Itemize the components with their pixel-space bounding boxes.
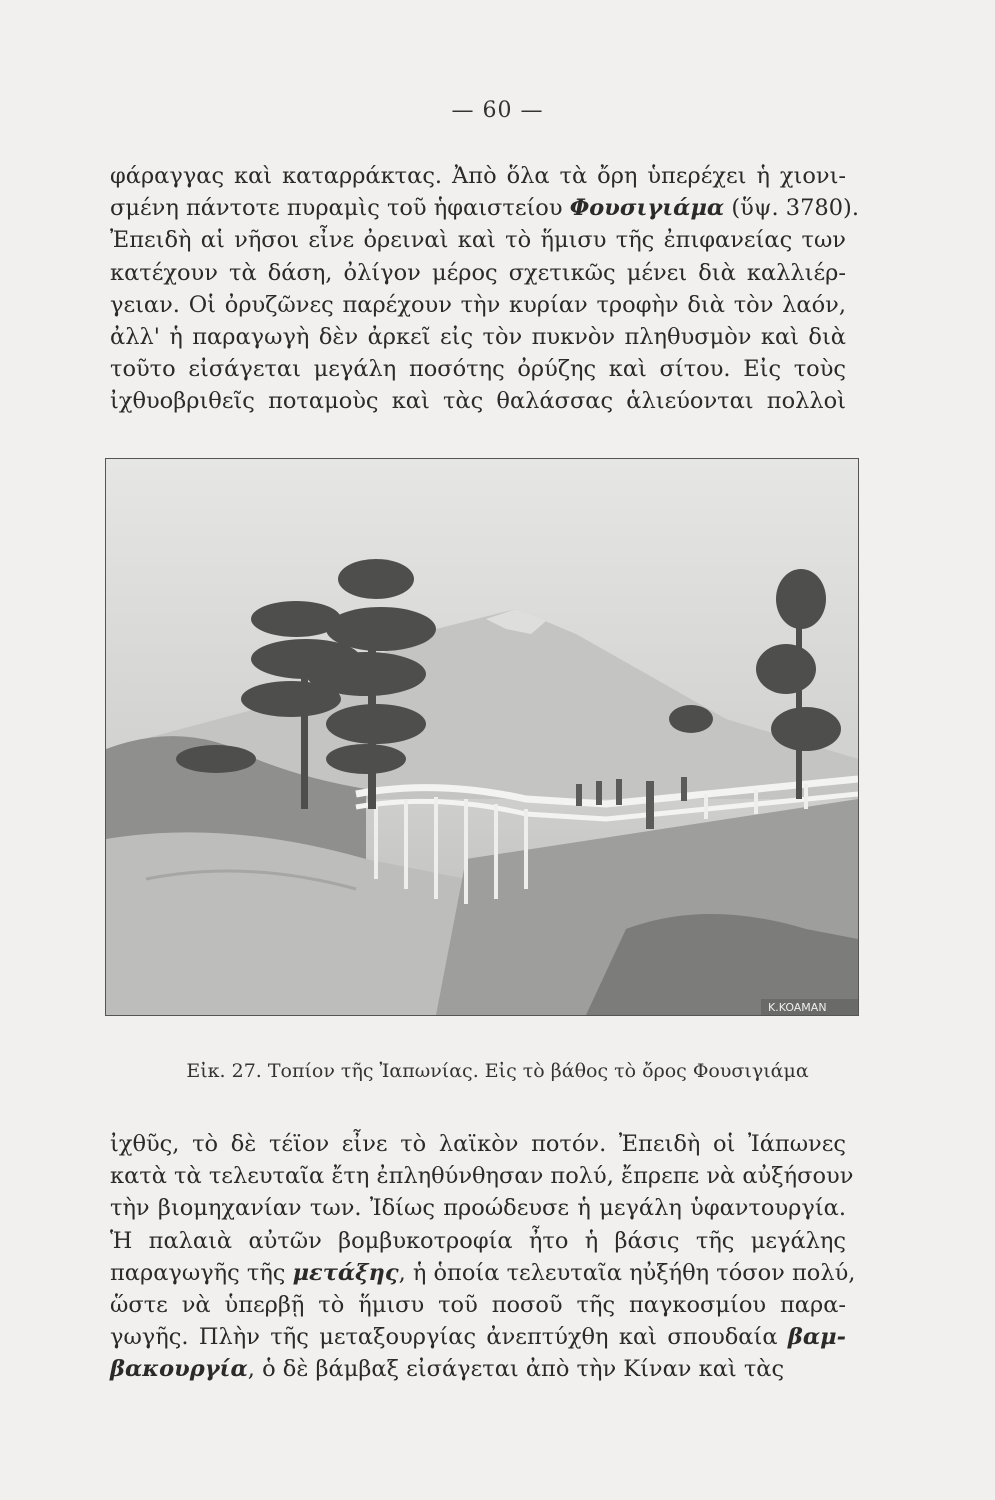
landscape-photo bbox=[105, 458, 859, 1016]
text-line: Ἡ παλαιὰ αὐτῶν βομβυκοτροφία ἦτο ἡ βάσις τῆς μεγάλης bbox=[110, 1227, 846, 1254]
text-line: γειαν. Οἱ ὀρυζῶνες παρέχουν τὴν κυρίαν τροφὴν διὰ τὸν λαόν, bbox=[110, 291, 846, 318]
text-line bbox=[110, 1321, 846, 1353]
text-line: ἰχθυοβριθεῖς ποταμοὺς καὶ τὰς θαλάσσας ἁλιεύονται πολλοὶ bbox=[110, 388, 846, 415]
photo-illustration bbox=[106, 459, 858, 1015]
cotton-term-part2: βακουργία bbox=[110, 1356, 248, 1383]
text-line bbox=[110, 1353, 846, 1385]
text-line: φάραγγας καὶ καταρράκτας. Ἀπὸ ὅλα τὰ ὄρη ὑπερέχει ἡ χιονι- bbox=[110, 163, 846, 189]
paragraph-bottom bbox=[110, 1128, 856, 1386]
text-fragment: παραγωγῆς τῆς bbox=[110, 1259, 286, 1286]
text-line: τοῦτο εἰσάγεται μεγάλη ποσότης ὀρύζης καὶ σίτου. Εἰς τοὺς bbox=[110, 356, 846, 383]
text-line: κατὰ τὰ τελευταῖα ἔτη ἐπληθύνθησαν πολύ, ἔπρεπε νὰ αὐξήσουν bbox=[110, 1163, 854, 1190]
text-line: κατέχουν τὰ δάση, ὀλίγον μέρος σχετικῶς μένει διὰ καλλιέρ- bbox=[110, 259, 846, 286]
text-line bbox=[110, 1257, 856, 1289]
text-line: τὴν βιομηχανίαν των. Ἰδίως προώδευσε ἡ μεγάλη ὑφαντουργία. bbox=[110, 1195, 846, 1222]
paragraph-top bbox=[110, 160, 859, 418]
altitude-text: (ὕψ. 3780). bbox=[731, 195, 859, 222]
text-line: Ἐπειδὴ αἱ νῆσοι εἶνε ὀρειναὶ καὶ τὸ ἥμισυ τῆς ἐπιφανείας των bbox=[110, 227, 846, 254]
text-line bbox=[110, 192, 859, 224]
cotton-term-part1: βαμ- bbox=[787, 1324, 846, 1351]
mountain-name: Φουσιγιάμα bbox=[569, 195, 725, 222]
silk-term: μετάξης bbox=[292, 1259, 399, 1286]
figure-caption: Εἰκ. 27. Τοπίον τῆς Ἰαπωνίας. Εἰς τὸ βάθος τὸ ὄρος Φουσιγιάμα bbox=[186, 1060, 809, 1082]
text-fragment: , ἡ ὁποία τελευταῖα ηὐξήθη τόσον πολύ, bbox=[398, 1259, 856, 1286]
text-fragment: σμένη πάντοτε πυραμὶς τοῦ ἡφαιστείου bbox=[110, 195, 563, 222]
text-line: ὥστε νὰ ὑπερβῇ τὸ ἥμισυ τοῦ ποσοῦ τῆς παγκοσμίου παρα- bbox=[110, 1292, 846, 1319]
text-fragment: , ὁ δὲ βάμβαξ εἰσάγεται ἀπὸ τὴν Κίναν καὶ τὰς bbox=[247, 1356, 785, 1383]
text-line: ἰχθῦς, τὸ δὲ τέϊον εἶνε τὸ λαϊκὸν ποτόν. Ἐπειδὴ οἱ Ἰάπωνες bbox=[110, 1131, 846, 1157]
artist-signature: K.KOAMAN bbox=[768, 1001, 827, 1014]
text-fragment: γωγῆς. Πλὴν τῆς μεταξουργίας ἀνεπτύχθη καὶ σπουδαία bbox=[110, 1324, 778, 1351]
page-number: — 60 — bbox=[451, 98, 544, 123]
text-line: ἀλλ' ἡ παραγωγὴ δὲν ἀρκεῖ εἰς τὸν πυκνὸν πληθυσμὸν καὶ διὰ bbox=[110, 324, 846, 351]
